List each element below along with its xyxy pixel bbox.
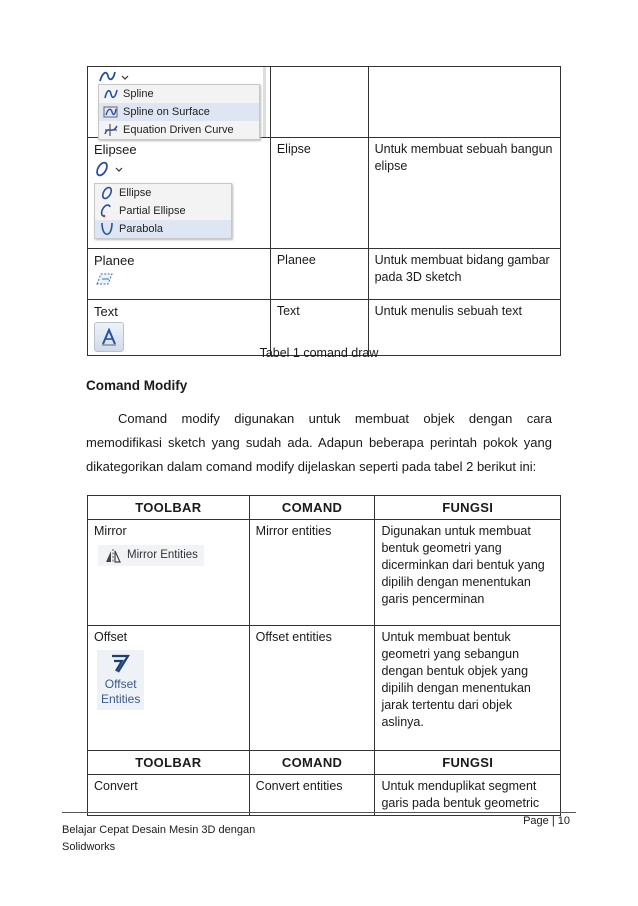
parabola-icon — [99, 222, 115, 236]
section-paragraph: Comand modify digunakan untuk membuat objek dengan cara memodifikasi sketch yang sudah ada. Adapun beberapa perintah pokok yang dikategorikan dalam comand modify dijelaskan seperti pada tabel 2 berikut ini: — [86, 411, 552, 474]
text-icon — [100, 328, 118, 346]
row-toolbar-name: Text — [94, 304, 118, 319]
header-toolbar: TOOLBAR — [88, 496, 250, 520]
header-fungsi: FUNGSI — [375, 751, 561, 775]
spline-on-surface-icon — [103, 105, 119, 119]
offset-button-label-1: Offset — [104, 677, 137, 691]
table-row — [88, 626, 561, 751]
toolbar-cell — [88, 520, 250, 626]
toolbar-cell — [88, 626, 250, 751]
fungsi-cell: Untuk membuat bidang gambar pada 3D sketch — [368, 249, 560, 300]
spline-icon — [103, 87, 119, 101]
offset-icon — [108, 653, 134, 673]
spline-cell — [88, 67, 271, 138]
row-toolbar-name: Planee — [94, 253, 135, 268]
footer-rule — [62, 812, 576, 813]
plane-icon — [94, 271, 114, 289]
mirror-entities-button[interactable] — [98, 545, 204, 566]
header-comand: COMAND — [249, 751, 375, 775]
modify-command-table — [87, 495, 561, 816]
mirror-icon — [104, 548, 122, 564]
draw-command-table — [87, 66, 561, 356]
fungsi-cell: Untuk membuat bentuk geometri yang sebangun dengan bentuk objek yang dipilih dengan menentukan jarak tertentu dari objek aslinya. — [375, 626, 561, 751]
offset-entities-button[interactable] — [97, 650, 144, 710]
table-row — [88, 520, 561, 626]
row-toolbar-name: Elipsee — [94, 142, 137, 157]
table-row — [88, 775, 561, 816]
section-heading: Comand Modify — [86, 378, 188, 393]
fungsi-cell: Untuk menduplikat segment garis pada bentuk geometric — [375, 775, 561, 816]
menu-item-partial-ellipse[interactable] — [95, 202, 231, 220]
toolbar-cell — [88, 138, 271, 249]
spline-menu — [98, 84, 260, 140]
footer-book-title: Belajar Cepat Desain Mesin 3D dengan Solidworks — [62, 824, 256, 853]
toolbar-cell: Convert — [88, 775, 250, 816]
table-row — [88, 67, 561, 138]
menu-item-equation-driven-curve[interactable] — [99, 121, 259, 139]
equation-curve-icon — [103, 123, 119, 137]
menu-item-label: Partial Ellipse — [119, 205, 186, 217]
offset-button-label-2: Entities — [101, 692, 141, 706]
menu-item-label: Spline — [123, 88, 154, 100]
table-header-row — [88, 751, 561, 775]
partial-ellipse-icon — [99, 204, 115, 218]
toolbar-cell — [88, 249, 271, 300]
table-row — [88, 138, 561, 249]
menu-item-ellipse[interactable] — [95, 184, 231, 202]
menu-item-spline-on-surface[interactable] — [99, 103, 259, 121]
table-caption: Tabel 1 comand draw — [259, 346, 379, 360]
table-header-row — [88, 496, 561, 520]
comand-cell: Text — [270, 300, 368, 356]
page-number: Page | 10 — [523, 815, 570, 827]
fungsi-cell: Untuk membuat sebuah bangun elipse — [368, 138, 560, 249]
table-row — [88, 249, 561, 300]
header-fungsi: FUNGSI — [375, 496, 561, 520]
menu-item-label: Parabola — [119, 223, 164, 235]
header-toolbar: TOOLBAR — [88, 751, 250, 775]
menu-item-parabola[interactable] — [95, 220, 231, 238]
ellipse-icon — [99, 186, 115, 200]
comand-cell: Elipse — [270, 138, 368, 249]
comand-cell: Planee — [270, 249, 368, 300]
fungsi-cell: Digunakan untuk membuat bentuk geometri yang dicerminkan dari bentuk yang dipilih dengan menentukan garis pencerminan — [375, 520, 561, 626]
comand-cell: Convert entities — [249, 775, 375, 816]
fungsi-cell: Untuk menulis sebuah text — [368, 300, 560, 356]
mirror-button-label: Mirror Entities — [127, 549, 198, 561]
menu-item-spline[interactable] — [99, 85, 259, 103]
spline-toolbar-icon — [98, 69, 132, 85]
menu-item-label: Ellipse — [119, 187, 152, 199]
comand-cell: Offset entities — [249, 626, 375, 751]
header-comand: COMAND — [249, 496, 375, 520]
ellipse-toolbar-icon — [94, 161, 128, 177]
row-toolbar-name: Offset — [94, 630, 128, 644]
menu-item-label: Spline on Surface — [123, 106, 210, 118]
menu-item-label: Equation Driven Curve — [123, 124, 234, 136]
ellipse-menu — [94, 183, 232, 239]
comand-cell: Mirror entities — [249, 520, 375, 626]
row-toolbar-name: Mirror — [94, 524, 127, 538]
